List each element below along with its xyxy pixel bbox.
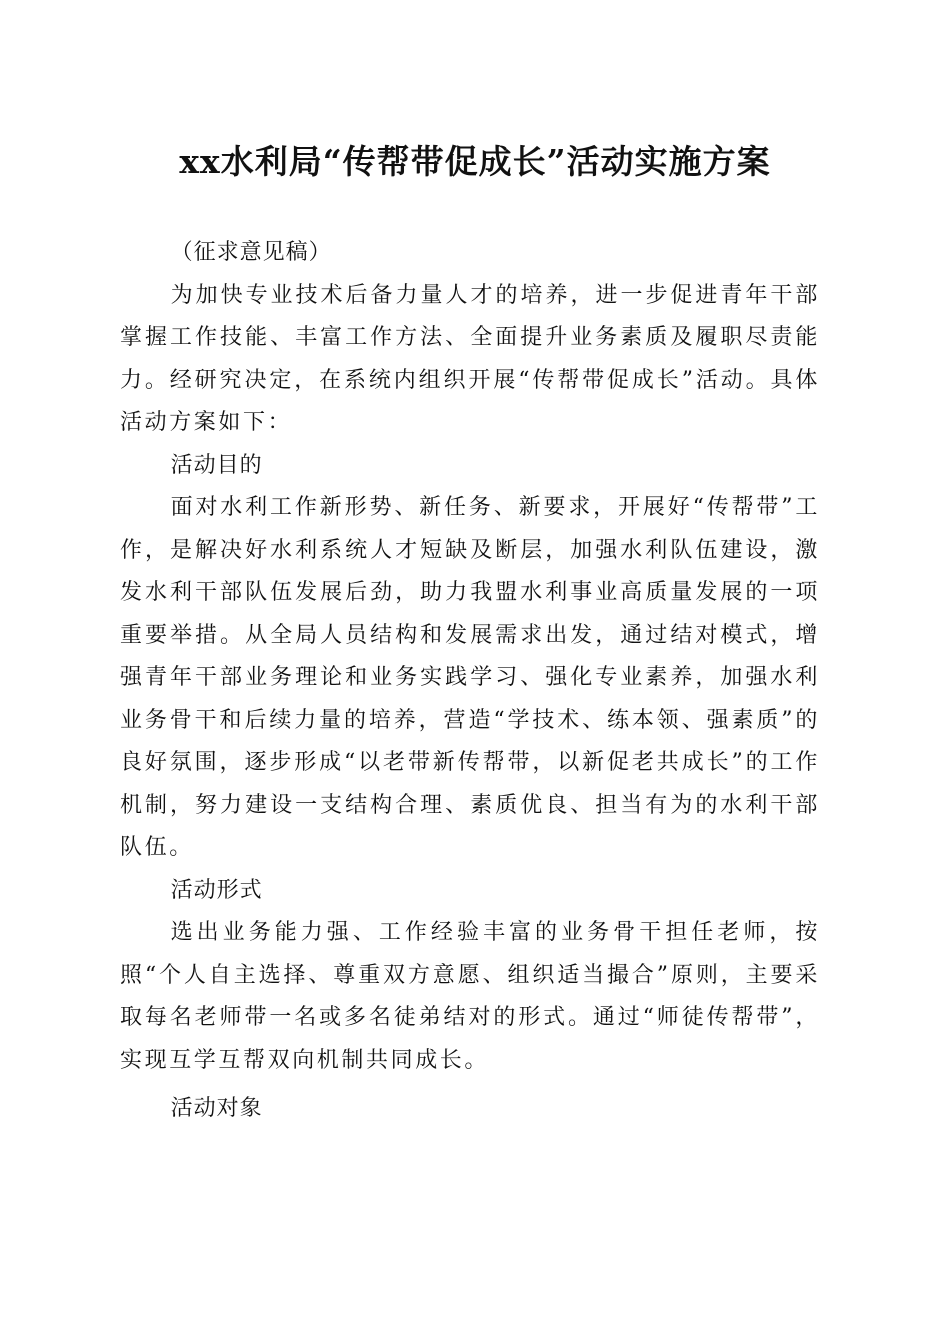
intro-paragraph: 为加快专业技术后备力量人才的培养，进一步促进青年干部掌握工作技能、丰富工作方法、全面提升业务素质及履职尽责能力。经研究决定，在系统内组织开展“传帮带促成长”活动。具体活动方案如下：	[120, 282, 820, 435]
draft-note: （征求意见稿）	[170, 240, 332, 265]
section-heading-form: 活动形式	[170, 877, 263, 903]
section-text-form: 选出业务能力强、工作经验丰富的业务骨干担任老师，按照“个人自主选择、尊重双方意愿、组织适当撮合”原则，主要采取每名老师带一名或多名徒弟结对的形式。通过“师徒传帮带”，实现互学互帮双向机制共同成长。	[120, 920, 820, 1073]
document-title: xx水利局“传帮带促成长”活动实施方案	[179, 142, 771, 181]
document-body	[120, 232, 820, 1131]
section-heading-purpose: 活动目的	[170, 452, 263, 478]
section-text-purpose: 面对水利工作新形势、新任务、新要求，开展好“传帮带”工作，是解决好水利系统人才短缺及断层，加强水利队伍建设，激发水利干部队伍发展后劲，助力我盟水利事业高质量发展的一项重要举措。从全局人员结构和发展需求出发，通过结对模式，增强青年干部业务理论和业务实践学习、强化专业素养，加强水利业务骨干和后续力量的培养，营造“学技术、练本领、强素质”的良好氛围，逐步形成“以老带新传帮带，以新促老共成长”的工作机制，努力建设一支结构合理、素质优良、担当有为的水利干部队伍。	[120, 495, 820, 860]
section-heading-target: 活动对象	[170, 1096, 263, 1121]
